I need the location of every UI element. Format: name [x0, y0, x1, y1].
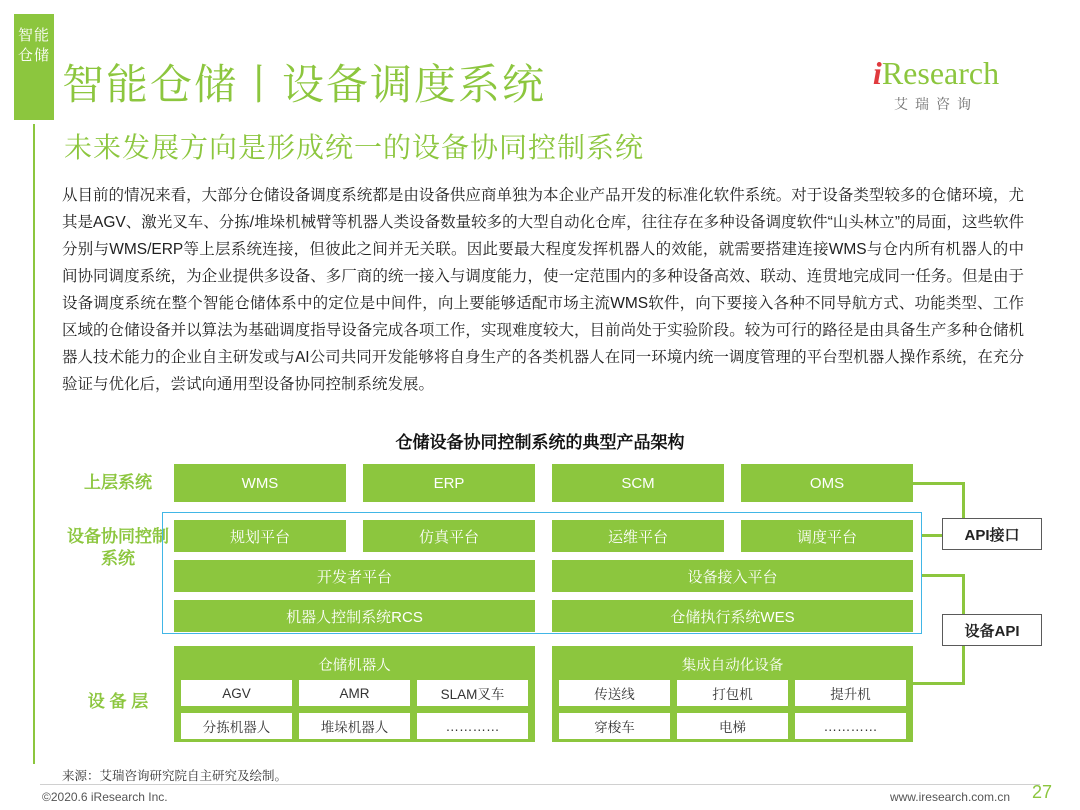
top-system-erp: ERP [363, 464, 535, 502]
device-access-platform: 设备接入平台 [552, 560, 913, 592]
logo-research: Research [881, 55, 1000, 91]
architecture-diagram [62, 456, 1024, 756]
platform-scheduling: 调度平台 [741, 520, 913, 552]
platform-planning: 规划平台 [174, 520, 346, 552]
device-group-2-header: 集成自动化设备 [681, 657, 784, 674]
body-paragraph: 从目前的情况来看，大部分仓储设备调度系统都是由设备供应商单独为本企业产品开发的标准化软件系统。对于设备类型较多的仓储环境，尤其是AGV、激光叉车、分拣/堆垛机械臂等机器人类设备数量较多的大型自动化仓库，往往存在多种设备调度软件“山头林立”的局面，这些软件分别与WMS/ERP等上层系统连接，但彼此之间并无关联。因此要最大程度发挥机器人的效能，就需要搭建连接WMS与仓内所有机器人的中间协同调度系统，为企业提供多设备、多厂商的统一接入与调度能力，使一定范围内的多种设备高效、联动、连贯地完成同一任务。但是由于设备调度系统在整个智能仓储体系中的定位是中间件，向上要能够适配市场主流WMS软件，向下要接入各种不同导航方式、功能类型、工作区域的仓储设备并以算法为基础调度指导设备完成各项工作，实现难度较大，目前尚处于实验阶段。较为可行的路径是由具备生产多种仓储机器人技术能力的企业自主研发或与AI公司共同开发能够将自身生产的各类机器人在同一环境内统一调度管理的平台型机器人操作系统，在充分验证与优化后，尝试向通用型设备协同控制系统发展。 [62, 187, 1024, 393]
device-more-2: ………… [794, 712, 907, 740]
device-group-1 [174, 646, 535, 742]
device-group-1-header: 仓储机器人 [318, 657, 391, 674]
device-conveyor: 传送线 [558, 679, 671, 707]
website-url: www.iresearch.com.cn [889, 790, 1010, 804]
row-label-middle: 设备协同控制系统 [67, 527, 169, 568]
figure-title: 仓储设备协同控制系统的典型产品架构 [395, 433, 685, 452]
page-number: 27 [1031, 782, 1052, 802]
copyright-text: ©2020.6 iResearch Inc. [42, 790, 168, 804]
top-system-scm: SCM [552, 464, 724, 502]
source-note: 来源：艾瑞咨询研究院自主研究及绘制。 [62, 769, 288, 783]
device-shuttle: 穿梭车 [558, 712, 671, 740]
platform-simulation: 仿真平台 [363, 520, 535, 552]
connector-horizontal-bottom [907, 682, 965, 685]
connector-horizontal-top [913, 482, 965, 485]
device-amr: AMR [298, 679, 411, 707]
device-group-2 [552, 646, 913, 742]
row-label-top: 上层系统 [84, 473, 152, 492]
device-agv: AGV [180, 679, 293, 707]
footer-divider [40, 784, 1040, 785]
tag-device-api: 设备API [942, 614, 1042, 646]
device-lifter: 提升机 [794, 679, 907, 707]
device-sorting-robot: 分拣机器人 [180, 712, 293, 740]
device-packer: 打包机 [676, 679, 789, 707]
page-subtitle: 未来发展方向是形成统一的设备协同控制系统 [64, 132, 645, 163]
tag-api-interface: API接口 [942, 518, 1042, 550]
developer-platform: 开发者平台 [174, 560, 535, 592]
device-slam-forklift: SLAM叉车 [416, 679, 529, 707]
warehouse-execution-system: 仓储执行系统WES [552, 600, 913, 632]
device-elevator: 电梯 [676, 712, 789, 740]
platform-operation: 运维平台 [552, 520, 724, 552]
row-label-bottom: 设 备 层 [87, 692, 149, 711]
logo-wordmark [836, 56, 1036, 90]
logo-chinese: 艾瑞咨询 [894, 96, 978, 112]
top-system-wms: WMS [174, 464, 346, 502]
section-tab: 智能仓储 [14, 14, 54, 120]
robot-control-system: 机器人控制系统RCS [174, 600, 535, 632]
connector-horizontal-mid [922, 574, 965, 577]
page-title: 智能仓储丨设备调度系统 [62, 61, 547, 108]
device-more-1: ………… [416, 712, 529, 740]
iresearch-logo [836, 56, 1036, 114]
device-palletizing-robot: 堆垛机器人 [298, 712, 411, 740]
top-system-oms: OMS [741, 464, 913, 502]
logo-i: i [872, 55, 882, 91]
